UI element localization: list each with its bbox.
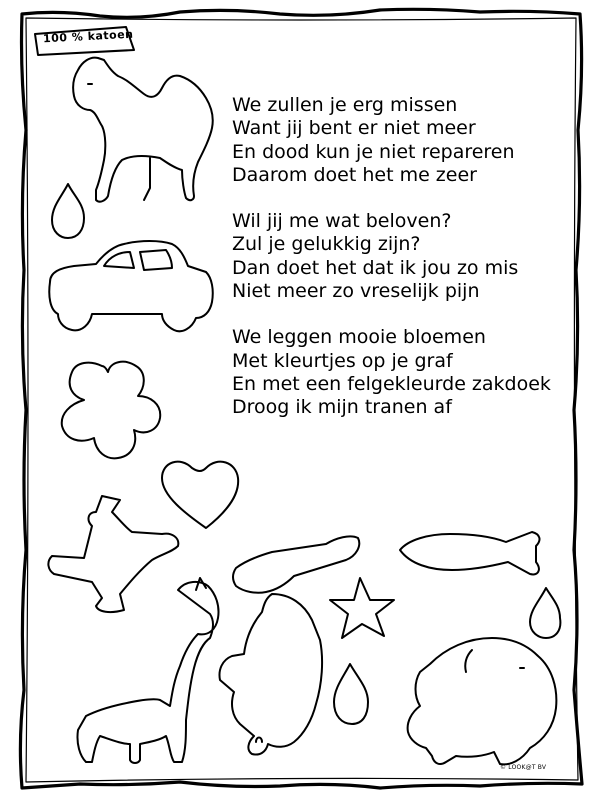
poem-line: Wil jij me wat beloven? [232,210,452,233]
rocket-icon [233,536,359,592]
teardrop-icon [52,184,84,238]
poem [232,94,572,443]
giraffe-ear [196,578,206,590]
car-window-left [104,252,134,268]
poem-line: Dan doet het dat ik jou zo mis [232,256,519,279]
poem-line: Droog ik mijn tranen af [232,396,452,419]
poem-line: We leggen mooie bloemen [232,326,486,349]
heart-icon [162,462,238,528]
tag-label: 100 % katoen [42,27,134,46]
camel-leg-detail [144,158,150,200]
poem-line: En met een felgekleurde zakdoek [232,372,551,395]
copyright-notice: © LOOK@T BV [500,764,547,771]
poem-line: Daarom doet het me zeer [232,163,477,186]
teardrop-icon-3 [334,664,368,724]
fish-icon [400,532,539,574]
airplane-icon [48,496,178,612]
poem-line: We zullen je erg missen [232,94,458,116]
star-icon [330,578,394,638]
poem-line: Want jij bent er niet meer [232,117,476,140]
poem-line: Zul je gelukkig zijn? [232,233,421,256]
flower-icon [62,362,160,459]
poem-line: Niet meer zo vreselijk pijn [232,280,480,303]
elephant-ear [465,650,472,672]
cactus-icon [220,594,323,755]
poem-line: Met kleurtjes op je graf [232,349,453,372]
poem-line: En dood kun je niet repareren [232,140,515,163]
teardrop-icon-2 [530,588,560,638]
car-window-right [140,250,172,270]
elephant-icon [408,638,557,764]
camel-icon [73,58,213,202]
poem-stanza-1 [232,94,572,187]
poem-stanza-3 [232,326,572,419]
cactus-window [256,738,262,743]
poem-stanza-2 [232,210,572,303]
